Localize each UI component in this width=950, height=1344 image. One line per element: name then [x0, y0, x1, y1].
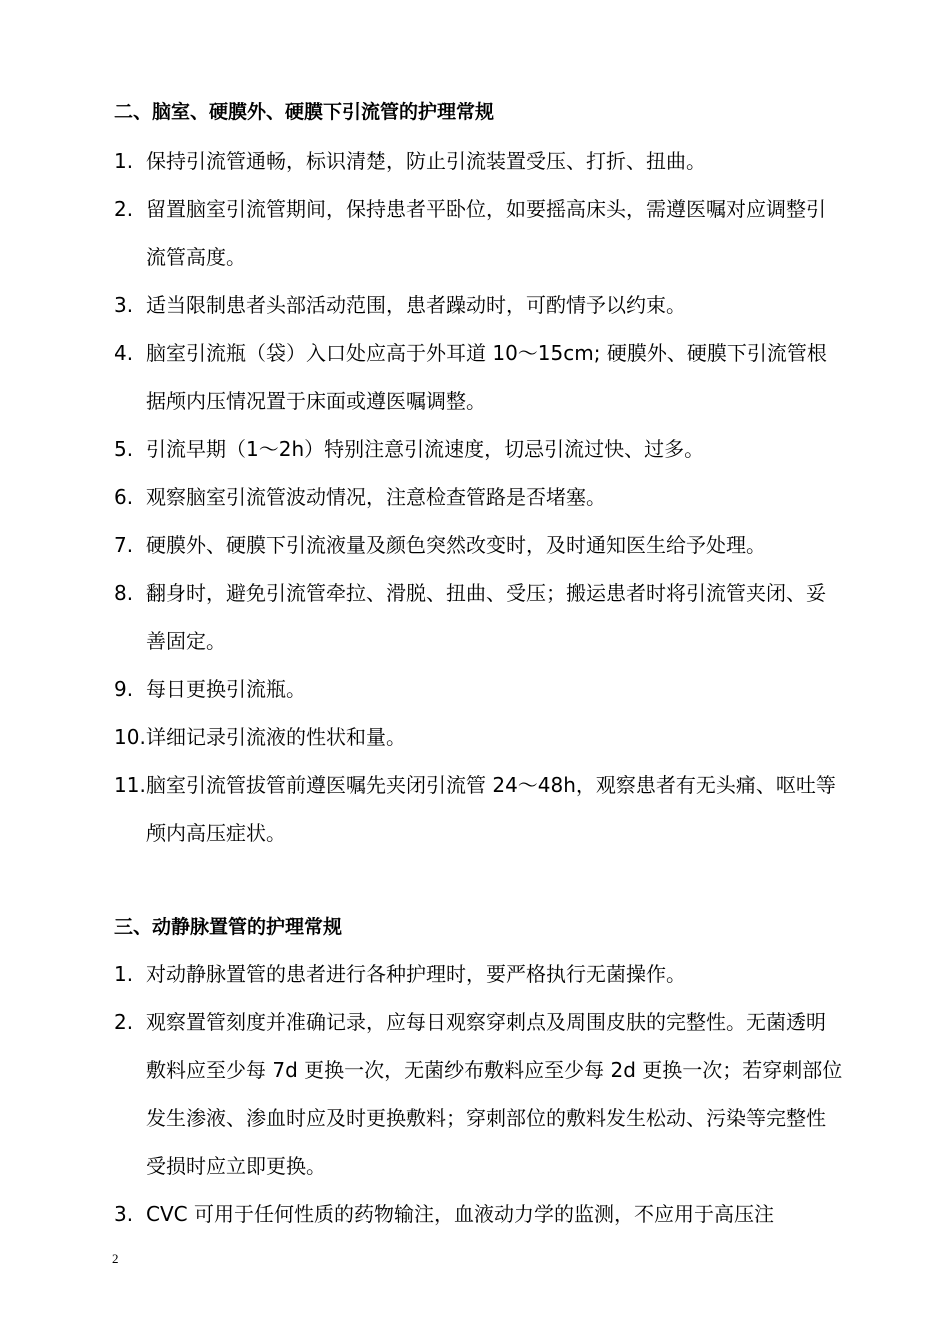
item-text: 每日更换引流瓶。 [146, 677, 306, 701]
item-text: 观察脑室引流管波动情况，注意检查管路是否堵塞。 [146, 485, 606, 509]
list-item [114, 329, 844, 425]
item-number: 1. [114, 962, 134, 986]
list-item [114, 185, 844, 281]
item-text: 观察置管刻度并准确记录，应每日观察穿刺点及周围皮肤的完整性。无菌透明敷料应至少每 7d 更换一次，无菌纱布敷料应至少每 2d 更换一次；若穿刺部位发生渗液、渗血时应及时更换敷料；穿刺部位的敷料发生松动、污染等完整性受损时应立即更换。 [146, 1010, 843, 1178]
drainage-care-list [114, 137, 844, 857]
item-text: 详细记录引流液的性状和量。 [146, 725, 406, 749]
item-number: 2. [114, 197, 134, 221]
list-item [114, 665, 844, 713]
item-number: 2. [114, 1010, 134, 1034]
item-text: 留置脑室引流管期间，保持患者平卧位，如要摇高床头，需遵医嘱对应调整引流管高度。 [146, 197, 826, 269]
item-text: 硬膜外、硬膜下引流液量及颜色突然改变时，及时通知医生给予处理。 [146, 533, 766, 557]
item-number: 9. [114, 677, 134, 701]
item-text: 翻身时，避免引流管牵拉、滑脱、扭曲、受压；搬运患者时将引流管夹闭、妥善固定。 [146, 581, 826, 653]
item-text: 脑室引流管拔管前遵医嘱先夹闭引流管 24～48h，观察患者有无头痛、呕吐等颅内高压症状。 [146, 773, 836, 845]
vascular-care-list [114, 950, 844, 1238]
list-item [114, 950, 844, 998]
item-number: 3. [114, 1202, 134, 1226]
section-heading-vascular: 三、动静脉置管的护理常规 [114, 916, 343, 938]
item-text: CVC 可用于任何性质的药物输注，血液动力学的监测，不应用于高压注 [146, 1202, 774, 1226]
list-item [114, 713, 844, 761]
page-number: 2 [112, 1251, 119, 1266]
item-number: 8. [114, 581, 134, 605]
list-item [114, 569, 844, 665]
list-item [114, 137, 844, 185]
item-text: 引流早期（1～2h）特别注意引流速度，切忌引流过快、过多。 [146, 437, 705, 461]
item-number: 6. [114, 485, 134, 509]
item-number: 3. [114, 293, 134, 317]
list-item [114, 281, 844, 329]
list-item [114, 998, 844, 1190]
list-item [114, 521, 844, 569]
list-item [114, 1190, 844, 1238]
item-number: 4. [114, 341, 134, 365]
list-item [114, 761, 844, 857]
list-item [114, 425, 844, 473]
item-text: 适当限制患者头部活动范围，患者躁动时，可酌情予以约束。 [146, 293, 686, 317]
section-heading-drainage: 二、脑室、硬膜外、硬膜下引流管的护理常规 [114, 101, 495, 123]
item-text: 保持引流管通畅，标识清楚，防止引流装置受压、打折、扭曲。 [146, 149, 706, 173]
item-number: 11. [114, 773, 146, 797]
item-number: 1. [114, 149, 134, 173]
item-text: 脑室引流瓶（袋）入口处应高于外耳道 10～15cm; 硬膜外、硬膜下引流管根据颅内压情况置于床面或遵医嘱调整。 [146, 341, 827, 413]
item-number: 7. [114, 533, 134, 557]
item-number: 10. [114, 725, 146, 749]
list-item [114, 473, 844, 521]
item-text: 对动静脉置管的患者进行各种护理时，要严格执行无菌操作。 [146, 962, 686, 986]
item-number: 5. [114, 437, 134, 461]
